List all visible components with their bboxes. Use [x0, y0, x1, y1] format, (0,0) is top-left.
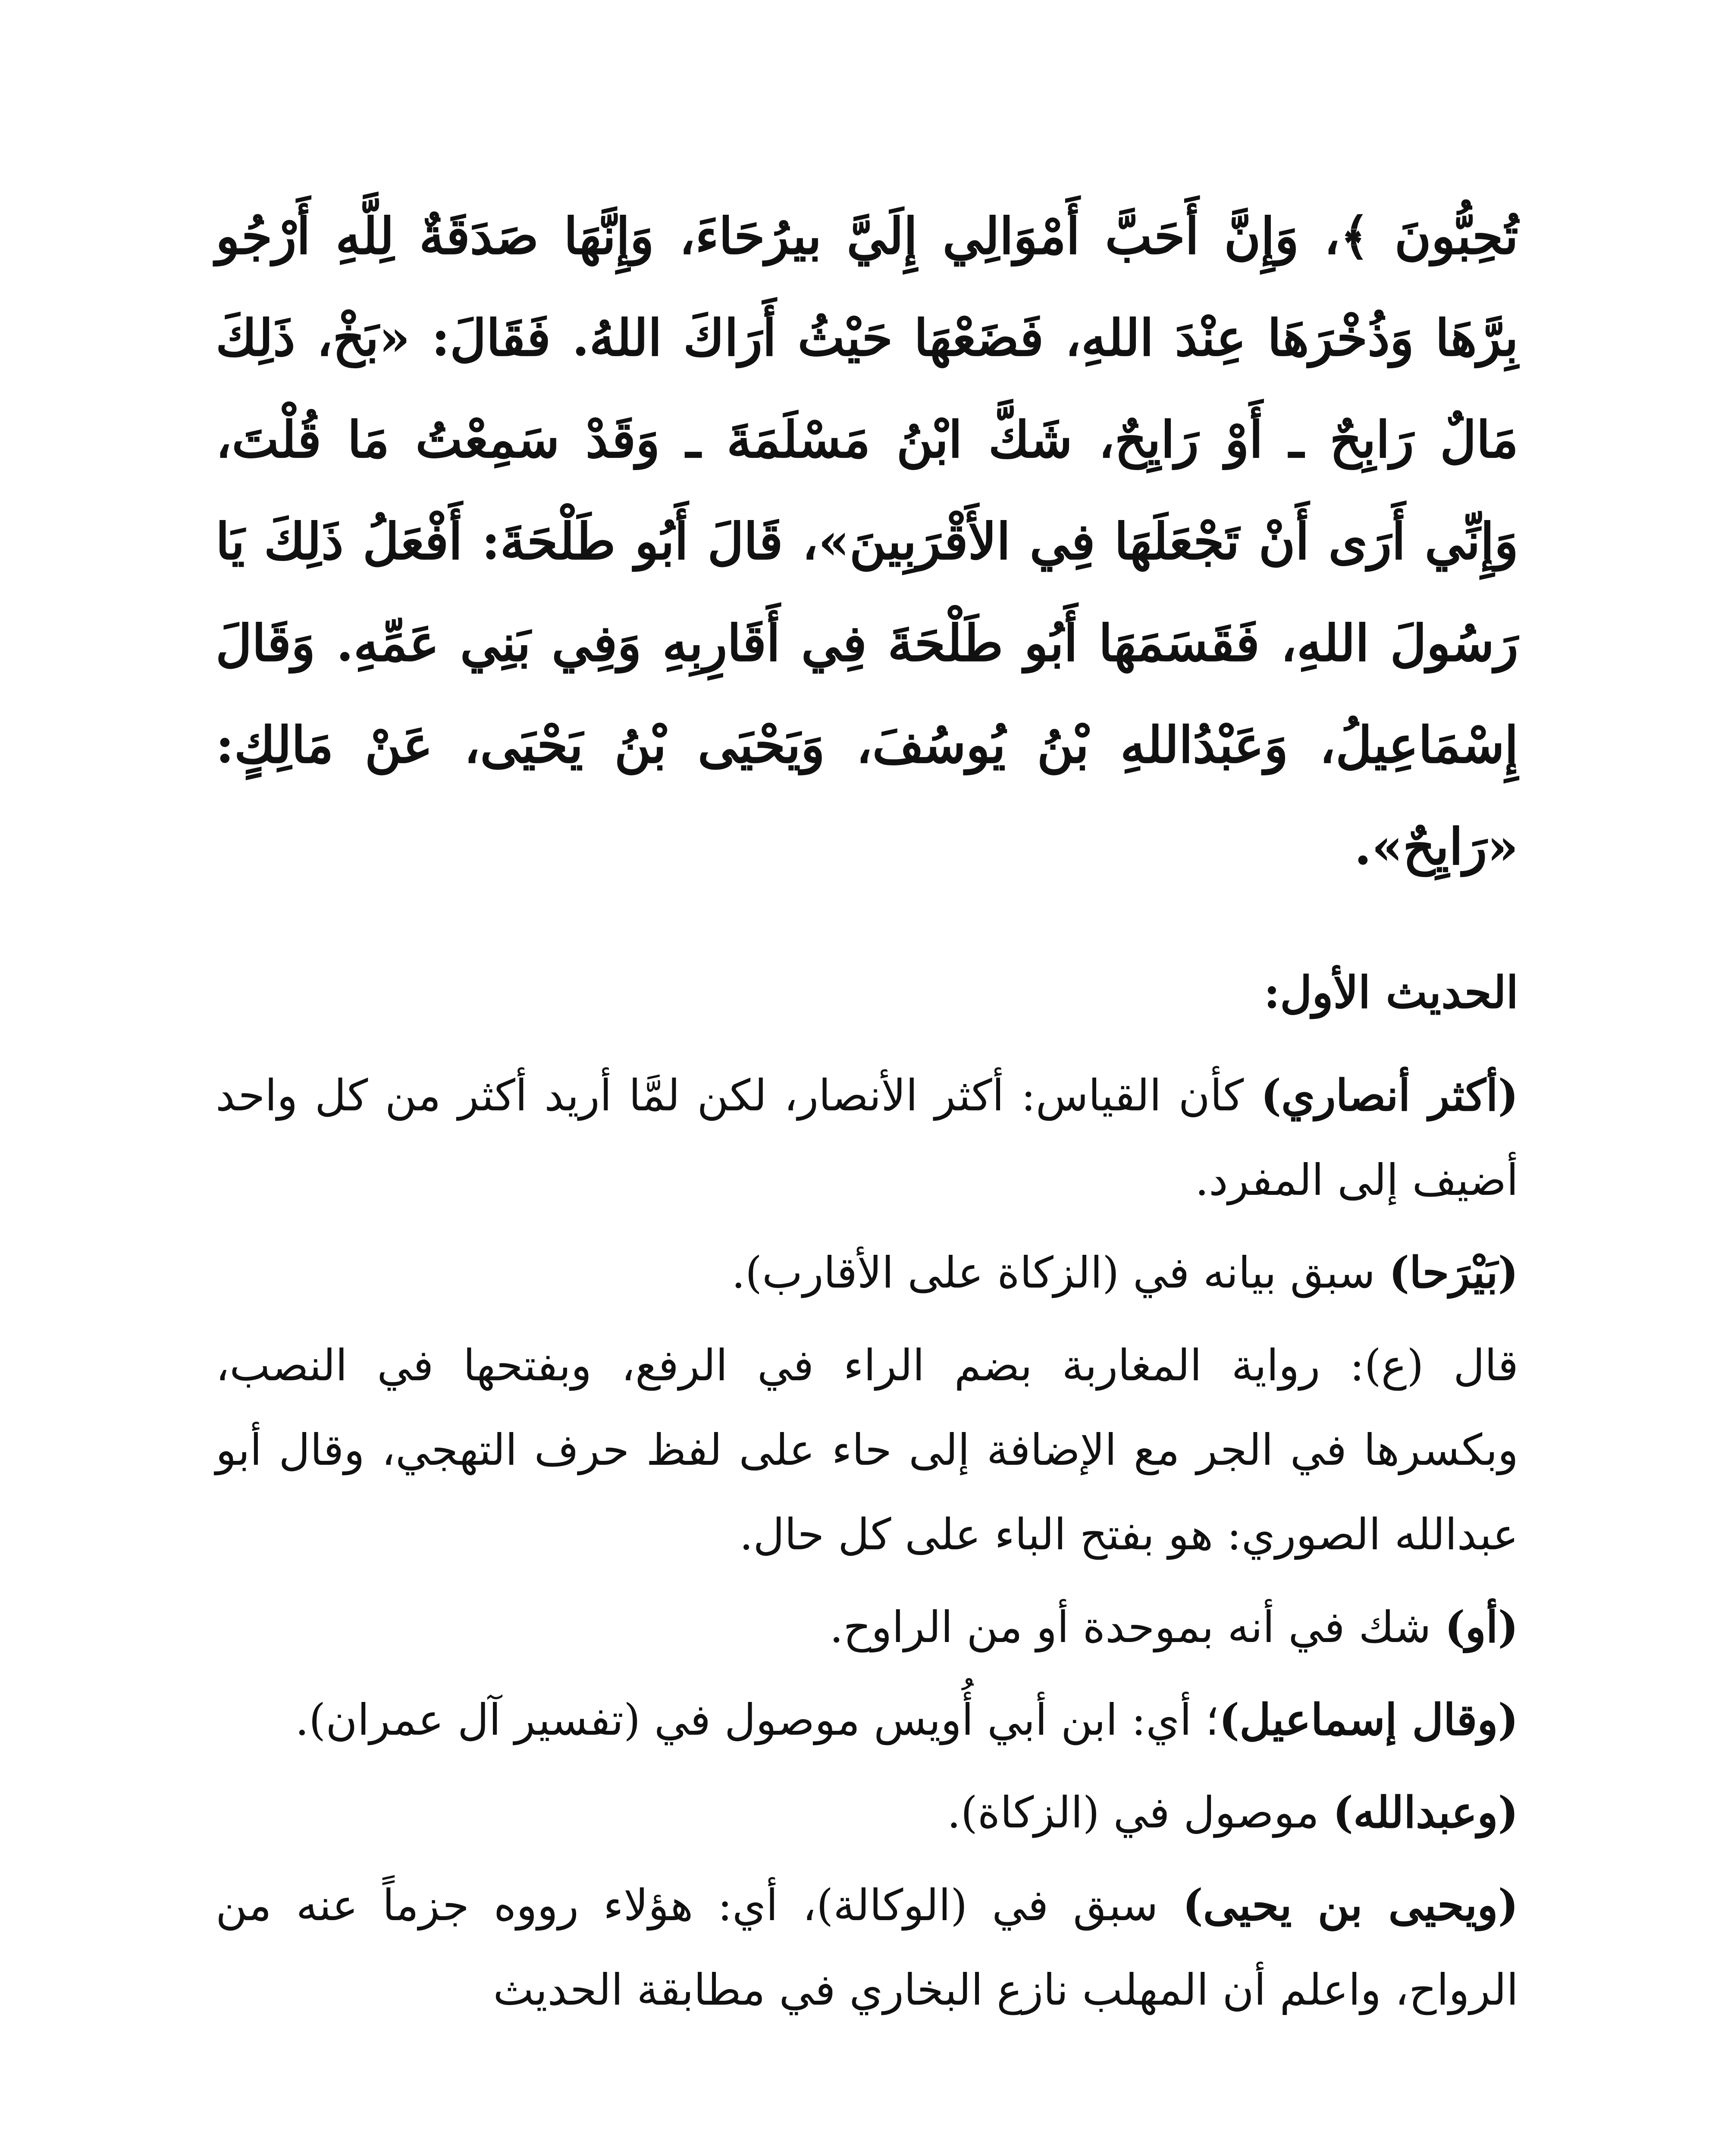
commentary-paragraph-6	[216, 1770, 1518, 1855]
hadith-text: تُحِبُّونَ ﴾، وَإِنَّ أَحَبَّ أَمْوَالِي إِلَيَّ بيرُحَاءَ، وَإِنَّهَا صَدَقَةٌ لِلَّهِ أَرْجُو بِرَّهَا وَذُخْرَهَا عِنْدَ اللهِ، فَضَعْهَا حَيْثُ أَرَاكَ اللهُ. فَقَالَ: «بَخْ، ذَلِكَ مَالٌ رَابِحٌ ـ أَوْ رَايِحٌ، شَكَّ ابْنُ مَسْلَمَةَ ـ وَقَدْ سَمِعْتُ مَا قُلْتَ، وَإِنِّي أَرَى أَنْ تَجْعَلَهَا فِي الأَقْرَبِينَ»، قَالَ أَبُو طَلْحَةَ: أَفْعَلُ ذَلِكَ يَا رَسُولَ اللهِ، فَقَسَمَهَا أَبُو طَلْحَةَ فِي أَقَارِبِهِ وَفِي بَنِي عَمِّهِ. وَقَالَ إِسْمَاعِيلُ، وَعَبْدُاللهِ بْنُ يُوسُفَ، وَيَحْيَى بْنُ يَحْيَى، عَنْ مَالِكٍ: «رَايِحٌ».	[216, 207, 1518, 876]
paragraph-body: قال (ع): رواية المغاربة بضم الراء في الرفع، وبفتحها في النصب، وبكسرها في الجر مع الإضافة إلى حاء على لفظ حرف التهجي، وقال أبو عبدالله الصوري: هو بفتح الباء على كل حال.	[216, 1340, 1518, 1560]
commentary-paragraph-7	[216, 1863, 1518, 2032]
commentary-paragraph-5	[216, 1677, 1518, 1762]
paragraph-body: ؛ أي: ابن أبي أُويس موصول في (تفسير آل عمران).	[295, 1695, 1219, 1745]
paragraph-term: (أو)	[1445, 1601, 1518, 1652]
paragraph-body: موصول في (الزكاة).	[947, 1787, 1333, 1838]
commentary-heading: الحديث الأول:	[1264, 967, 1518, 1018]
paragraph-term: (بَيْرَحا)	[1389, 1247, 1518, 1298]
commentary-paragraph-4	[216, 1585, 1518, 1670]
page-text-block	[216, 185, 1518, 2040]
commentary-paragraph-2	[216, 1230, 1518, 1315]
paragraph-term: (ويحيى بن يحيى)	[1182, 1880, 1518, 1930]
paragraph-body: سبق في (الوكالة)، أي: هؤلاء رووه جزماً عنه من الرواح، واعلم أن المهلب نازع البخاري في مطابقة الحديث	[216, 1880, 1518, 2015]
commentary-paragraph-1	[216, 1053, 1518, 1222]
paragraph-term: (وعبدالله)	[1333, 1787, 1518, 1838]
paragraph-body: سبق بيانه في (الزكاة على الأقارب).	[731, 1247, 1389, 1298]
paragraph-body: كأن القياس: أكثر الأنصار، لكن لمَّا أريد أكثر من كل واحد أضيف إلى المفرد.	[216, 1070, 1518, 1205]
paragraph-body: شك في أنه بموحدة أو من الراوح.	[829, 1602, 1445, 1652]
paragraph-term: (أكثر أنصاري)	[1261, 1070, 1518, 1121]
commentary-paragraph-3	[216, 1323, 1518, 1577]
paragraph-term: (وقال إسماعيل)	[1219, 1694, 1518, 1745]
